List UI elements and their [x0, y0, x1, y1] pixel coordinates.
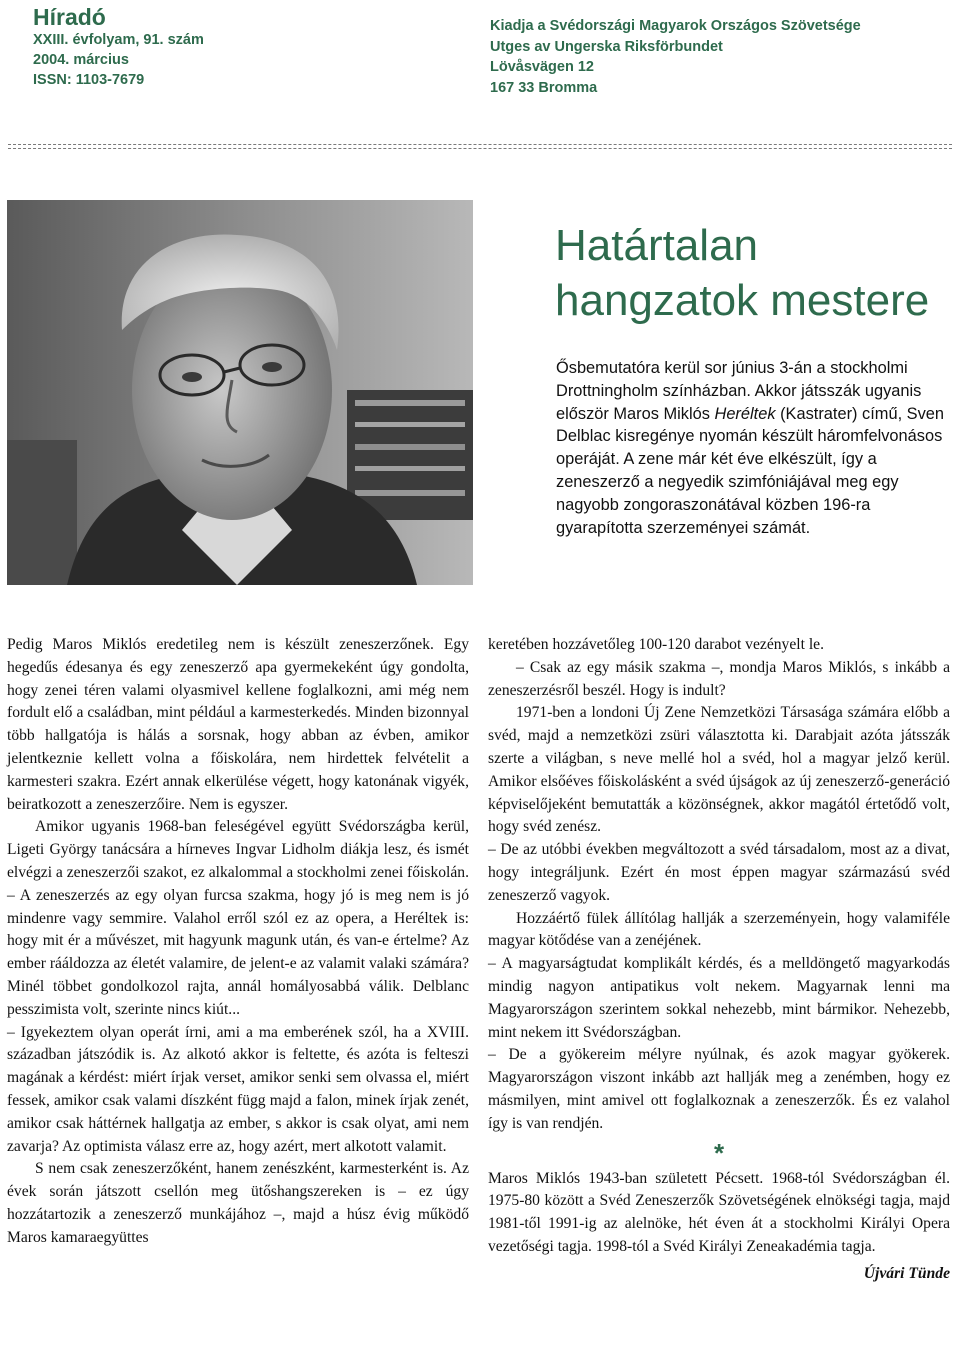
paragraph: Hozzáértő fülek állítólag hallják a szerzeményein, hogy valamiféle magyar kötődése van a zenéjének.	[488, 909, 950, 950]
headline-line-1: Határtalan	[555, 221, 759, 270]
headline-line-2: hangzatok mestere	[555, 276, 930, 325]
paragraph: keretében hozzávetőleg 100-120 darabot vezényelt le.	[488, 636, 824, 653]
article-headline	[555, 218, 929, 328]
section-separator-icon: *	[713, 1137, 725, 1168]
paragraph: 1971-ben a londoni Új Zene Nemzetközi Társasága számára előbb a svéd, majd a nemzetközi zsüri választotta ki. Darabjait azóta játsszák szerte a világban, s neve mellé hol a svéd, hol a magyar jelző kerül. Amikor elsőéves főiskolásként a svéd újságok az új zeneszerző-generáció képviselőjeként bemutatták a közönségnek, akkor magától értetődő volt, hogy svéd zenész.	[488, 704, 950, 836]
portrait-photo	[7, 200, 473, 585]
masthead-divider	[8, 144, 952, 149]
article-byline: Újvári Tünde	[863, 1264, 950, 1282]
paragraph: – De az utóbbi években megváltozott a svéd társadalom, most az a divat, hogy integráljunk. Ezért én most éppen magyar származású svéd zeneszerző vagyok.	[488, 841, 950, 904]
publisher-city: 167 33 Bromma	[490, 79, 598, 96]
paragraph: Amikor ugyanis 1968-ban feleségével együtt Svédországba kerül, Ligeti György tanácsára a hírneves Ingvar Lidholm diákja lesz, és ismét elvégzi a zeneszerzői szakot, ez alkalommal a stockholmi zenei főiskolán.	[7, 818, 469, 881]
paragraph: Pedig Maros Miklós eredetileg nem is készült zeneszerzőnek. Egy hegedűs édesanya és egy zeneszerző apa gyermekeként úgy gondolta, hogy zenei téren valami olyasmivel kellene foglalkozni, ami még nem fordult elő a családban, mint például a karmesterkedés. Minden bizonnyal több hallgatója is hálás a sorsnak, hogy abban az évben, amikor jelentkeznie kellett volna a főiskolára, nem hirdettek felvételit a karmesteri szakra. Ezért annak elkerülése végett, hogy katonának vigyék, beiratkozott a zeneszerzőire. Nem is egyszer.	[7, 636, 469, 813]
lead-text-end: (Kastrater) című, Sven Delblac kisregénye nyomán készült háromfelvonásos operáját. A zene már két éve elkészült, így a zeneszerző a negyedik szimfóniájával meg egy nagyobb zongoraszonátával közben 196-ra gyarapította szerzeményei számát.	[556, 404, 945, 537]
paragraph: – De a gyökereim mélyre nyúlnak, és azok magyar gyökerek. Magyarországon viszont inkább azt hallják meg a zenémben, hogy ez másmilyen, mint amivel ott foglalkoznak a zeneszerzők. És ez valahol így is van rendjén.	[488, 1046, 950, 1132]
publisher-line-swedish: Utges av Ungerska Riksförbundet	[490, 38, 723, 55]
publisher-line: Kiadja a Svédországi Magyarok Országos Szövetsége	[490, 18, 861, 34]
article-lead	[556, 357, 956, 539]
masthead	[33, 4, 204, 90]
paragraph: – Igyekeztem olyan operát írni, ami a ma emberének szól, ha a XVIII. században játszódik is. Az alkotó akkor is feltette, és azóta is felteszi magának a kérdést: miért írjak verset, amikor senki sem olvassa el, miért fessek, amikor csak valami díszként függ majd a falon, minek írjak zenét, amikor csak háttérnek hallgatja az ember, s akkor is csak olyat, ami nem zavarja? Az optimista válasz erre az, hogy azért, mert alkotott valamit.	[7, 1023, 469, 1155]
article-column-right	[488, 634, 950, 1286]
publisher-info	[490, 16, 861, 98]
opera-title: Heréltek	[714, 404, 776, 423]
issn: ISSN: 1103-7679	[33, 72, 145, 88]
author-bio: Maros Miklós 1943-ban született Pécsett. 1968-tól Svédországban él. 1975-80 között a Svéd Zeneszerzők Szövetségének elnökségi tagja, majd 1981-től 1991-ig az alelnöke, hét éven át a stockholmi Királyi Opera vezetőségi tagja. 1998-tól a Svéd Királyi Zeneakadémia tagja.	[488, 1169, 950, 1255]
paragraph: – Csak az egy másik szakma –, mondja Maros Miklós, s inkább a zeneszerzésről beszél. Hogy is indult?	[488, 658, 950, 699]
paragraph: – A magyarságtudat komplikált kérdés, és a melldöngető magyarkodás mindig nagyon antipatikus volt nekem. Magyarnak lenni ma Magyarországon szerintem sokkal nehezebb, mint bármikor. Nehezebb, mint nekem itt Svédországban.	[488, 955, 950, 1041]
volume-issue: XXIII. évfolyam, 91. szám	[33, 32, 204, 48]
paragraph: S nem csak zeneszerzőként, hanem zenészként, karmesterként is. Az évek során játszott csellón meg ütőshangszereken is – ez úgy hozzátartozik a zeneszerző munkájához –, majd a húsz évig működő Maros kamaraegyüttes	[7, 1160, 469, 1246]
lead-text-start: Ősbemutatóra kerül sor június 3-án a stockholmi Drottningholm színházban. Akkor játsszák ugyanis először Maros Miklós	[556, 359, 922, 423]
article-column-left	[7, 634, 469, 1250]
paragraph: – A zeneszerzés az egy olyan furcsa szakma, hogy jó is meg nem is jó mindenre vagy semmire. Valahol erről szól ez az opera, a Heréltek is: hogy mit ér a művészet, mit hagyunk magunk után, és van-e értelme? Az ember rááldozza az életét valamire, de jelent-e az valamit valaki számára? Minél többet gondolkozol rajta, annál homályosabbá válik. Delblanc pesszimista volt, szerinte nincs kiút...	[7, 886, 469, 1018]
newsletter-title: Híradó	[33, 4, 106, 30]
issue-date: 2004. március	[33, 52, 129, 68]
publisher-street: Lövåsvägen 12	[490, 59, 594, 75]
portrait-photo-icon	[7, 200, 473, 585]
